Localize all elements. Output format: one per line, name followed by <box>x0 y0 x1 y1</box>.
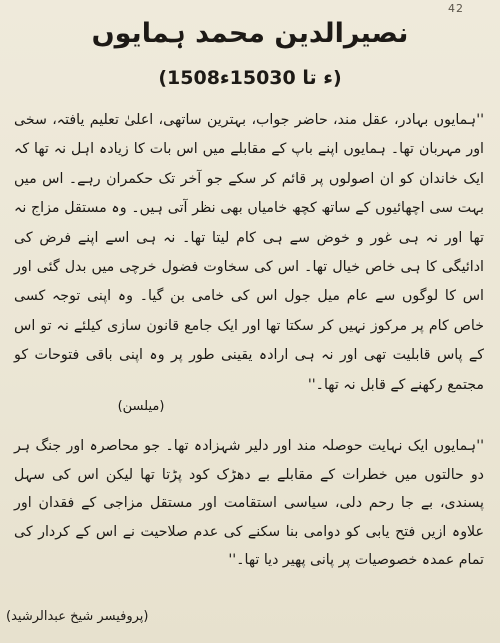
page-title: نصیرالدین محمد ہمایوں <box>91 18 409 49</box>
quote-paragraph-1: ''ہمایوں بہادر، عقل مند، حاضر جواب، بہترین ساتھی، اعلیٰ تعلیم یافتہ، سخی اور مہربان تھا۔ ہمایوں اپنے باپ کے مقابلے میں اس بات کا زیادہ اہل نہ تھا کہ ایک خاندان کو ان اصولوں پر قائم کر سکے جو آخر تک حکمران رہے۔ اس میں بہت سی اچھائیوں کے ساتھ کچھ خامیاں بھی نظر آتی ہیں۔ وہ مستقل مزاج نہ تھا اور نہ ہی غور و خوض سے ہی کام لیتا تھا۔ نہ ہی اسے اپنے فرض کی ادائیگی کا ہی خاص خیال تھا۔ اس کی سخاوت فضول خرچی میں بدل گئی اور اس کا لوگوں سے عام میل جول اس کی خامی بن گیا۔ وہ اپنی توجہ کسی خاص کام پر مرکوز نہیں کر سکتا تھا اور ایک جامع قانون سازی کیلئے نہ تو اس کے پاس قابلیت تھی اور نہ ہی ارادہ یقینی طور پر وہ اپنی باقی فتوحات کو مجتمع رکھنے کے قابل نہ تھا۔'' <box>14 112 484 393</box>
quote-attribution-1: (میلسن) <box>117 399 165 414</box>
quote-attribution-2: (پروفیسر شیخ عبدالرشید) <box>6 609 149 624</box>
page-number: 42 <box>448 2 464 15</box>
quote-paragraph-2: ''ہمایوں ایک نہایت حوصلہ مند اور دلیر شہزادہ تھا۔ جو محاصرہ اور جنگ ہر دو حالتوں میں خطرات کے مقابلے بے دھڑک کود پڑتا تھا لیکن اس کی سہل پسندی، بے جا رحم دلی، سیاسی استقامت اور مستقل مزاجی کے فقدان اور علاوہ ازیں فتح یابی کو دوامی بنا سکنے کی عدم صلاحیت نے اس کے کردار کی تمام عمدہ خصوصیات پر پانی پھیر دیا تھا۔'' <box>14 438 484 569</box>
reign-years: (1508ء تا 15030ء) <box>158 67 342 89</box>
